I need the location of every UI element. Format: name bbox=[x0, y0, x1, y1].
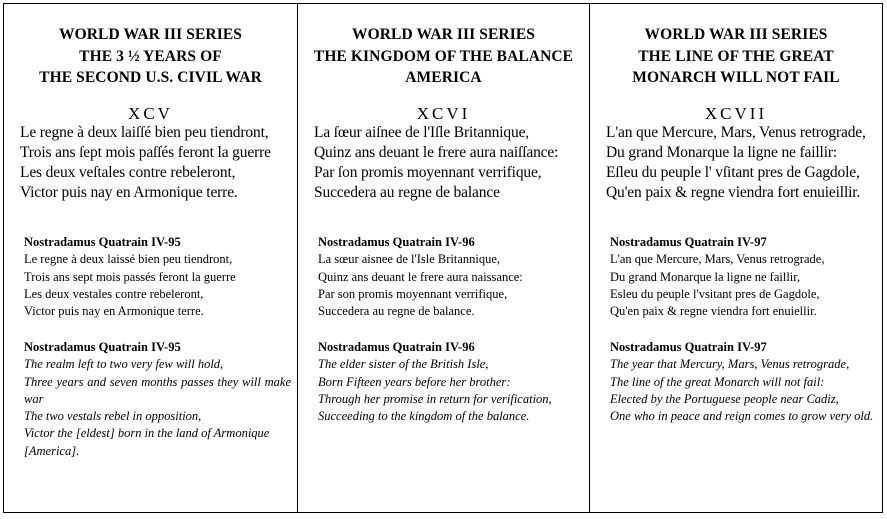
old-french-line: Eſleu du peuple l' vſitant pres de Gagdole, bbox=[606, 163, 860, 181]
original-line: Succedera au regne de balance. bbox=[318, 304, 475, 319]
translation-line: Succeeding to the kingdom of the balance. bbox=[318, 409, 530, 424]
original-line: Du grand Monarque la ligne ne faillir, bbox=[610, 269, 801, 284]
original-line: Esleu du peuple l'vsitant pres de Gagdole, bbox=[610, 286, 820, 301]
original-text-block bbox=[318, 234, 583, 320]
column-title bbox=[590, 24, 882, 89]
title-line: WORLD WAR III SERIES bbox=[351, 26, 536, 43]
original-text-block bbox=[24, 234, 291, 320]
column-title bbox=[4, 24, 297, 89]
quatrain-heading: Nostradamus Quatrain IV-97 bbox=[610, 235, 767, 249]
column-title bbox=[298, 24, 589, 89]
title-line: WORLD WAR III SERIES bbox=[58, 26, 243, 43]
old-french-quatrain bbox=[606, 123, 874, 203]
title-line: THE 3 ½ YEARS OF bbox=[79, 47, 222, 65]
old-french-line: La ſœur aiſnee de l'Iſle Britannique, bbox=[314, 123, 530, 141]
column-quatrain-95 bbox=[4, 4, 297, 512]
quatrain-heading: Nostradamus Quatrain IV-95 bbox=[24, 340, 181, 354]
original-line: Le regne à deux laissé bien peu tiendront, bbox=[24, 252, 233, 267]
translation-line: One who in peace and reign comes to grow very old. bbox=[610, 409, 874, 424]
original-line: Les deux vestales contre rebeleront, bbox=[24, 286, 204, 301]
old-french-quatrain bbox=[314, 123, 581, 203]
quatrain-heading: Nostradamus Quatrain IV-96 bbox=[318, 340, 475, 354]
original-line: Trois ans sept mois passés feront la guerre bbox=[24, 269, 236, 284]
translation-line: The elder sister of the British Isle, bbox=[318, 357, 489, 372]
title-line: THE SECOND U.S. CIVIL WAR bbox=[39, 69, 262, 86]
translation-line: The line of the great Monarch will not fail: bbox=[610, 374, 825, 389]
title-line: THE KINGDOM OF THE BALANCE bbox=[313, 47, 574, 65]
roman-numeral: XCV bbox=[128, 103, 173, 123]
old-french-line: Trois ans ſept mois paſſés feront la guerre bbox=[20, 143, 271, 161]
quatrain-heading: Nostradamus Quatrain IV-96 bbox=[318, 235, 475, 249]
translation-line: Born Fifteen years before her brother: bbox=[318, 374, 511, 389]
translation-line: The realm left to two very few will hold, bbox=[24, 357, 224, 372]
old-french-line: Succedera au regne de balance bbox=[314, 183, 500, 201]
original-line: La sœur aisnee de l'Isle Britannique, bbox=[318, 252, 501, 267]
old-french-line: Victor puis nay en Armonique terre. bbox=[20, 183, 238, 201]
old-french-line: Le regne à deux laiſſé bien peu tiendront, bbox=[20, 123, 269, 141]
old-french-line: Quinz ans deuant le frere aura naiſſance: bbox=[314, 143, 559, 161]
title-line: WORLD WAR III SERIES bbox=[644, 26, 828, 43]
translation-line: Victor the [eldest] born in the land of Armonique [America]. bbox=[24, 426, 270, 458]
old-french-quatrain bbox=[20, 123, 289, 203]
original-line: Par son promis moyennant verrifique, bbox=[318, 286, 508, 301]
quatrain-heading: Nostradamus Quatrain IV-97 bbox=[610, 340, 767, 354]
title-line: THE LINE OF THE GREAT bbox=[638, 47, 834, 65]
translation-block bbox=[610, 339, 876, 425]
title-line: MONARCH WILL NOT FAIL bbox=[632, 69, 840, 86]
translation-line: The year that Mercury, Mars, Venus retrograde, bbox=[610, 357, 850, 372]
original-line: Quinz ans deuant le frere aura naissance: bbox=[318, 269, 523, 284]
old-french-line: Par ſon promis moyennant verrifique, bbox=[314, 163, 542, 181]
translation-line: Elected by the Portuguese people near Cadiz, bbox=[610, 391, 839, 406]
old-french-line: Du grand Monarque la ligne ne faillir: bbox=[606, 143, 838, 161]
translation-block bbox=[318, 339, 583, 425]
quatrain-heading: Nostradamus Quatrain IV-95 bbox=[24, 235, 181, 249]
old-french-line: L'an que Mercure, Mars, Venus retrograde, bbox=[606, 123, 866, 141]
column-quatrain-96 bbox=[297, 4, 589, 512]
old-french-line: Les deux veſtales contre rebeleront, bbox=[20, 163, 236, 181]
original-line: Qu'en paix & regne viendra fort enuiellir. bbox=[610, 304, 817, 319]
translation-block bbox=[24, 339, 291, 460]
translation-line: The two vestals rebel in opposition, bbox=[24, 409, 202, 424]
original-line: L'an que Mercure, Mars, Venus retrograde, bbox=[610, 252, 825, 267]
old-french-line: Qu'en paix & regne viendra fort enuieillir. bbox=[606, 183, 861, 201]
roman-numeral: XCVI bbox=[416, 103, 471, 123]
quatrain-table bbox=[3, 3, 883, 513]
roman-numeral: XCVII bbox=[704, 103, 768, 123]
translation-line: Three years and seven months passes they will make war bbox=[24, 374, 291, 406]
column-quatrain-97 bbox=[589, 4, 882, 512]
title-line: AMERICA bbox=[405, 69, 482, 86]
original-text-block bbox=[610, 234, 876, 320]
original-line: Victor puis nay en Armonique terre. bbox=[24, 304, 204, 319]
translation-line: Through her promise in return for verification, bbox=[318, 391, 552, 406]
